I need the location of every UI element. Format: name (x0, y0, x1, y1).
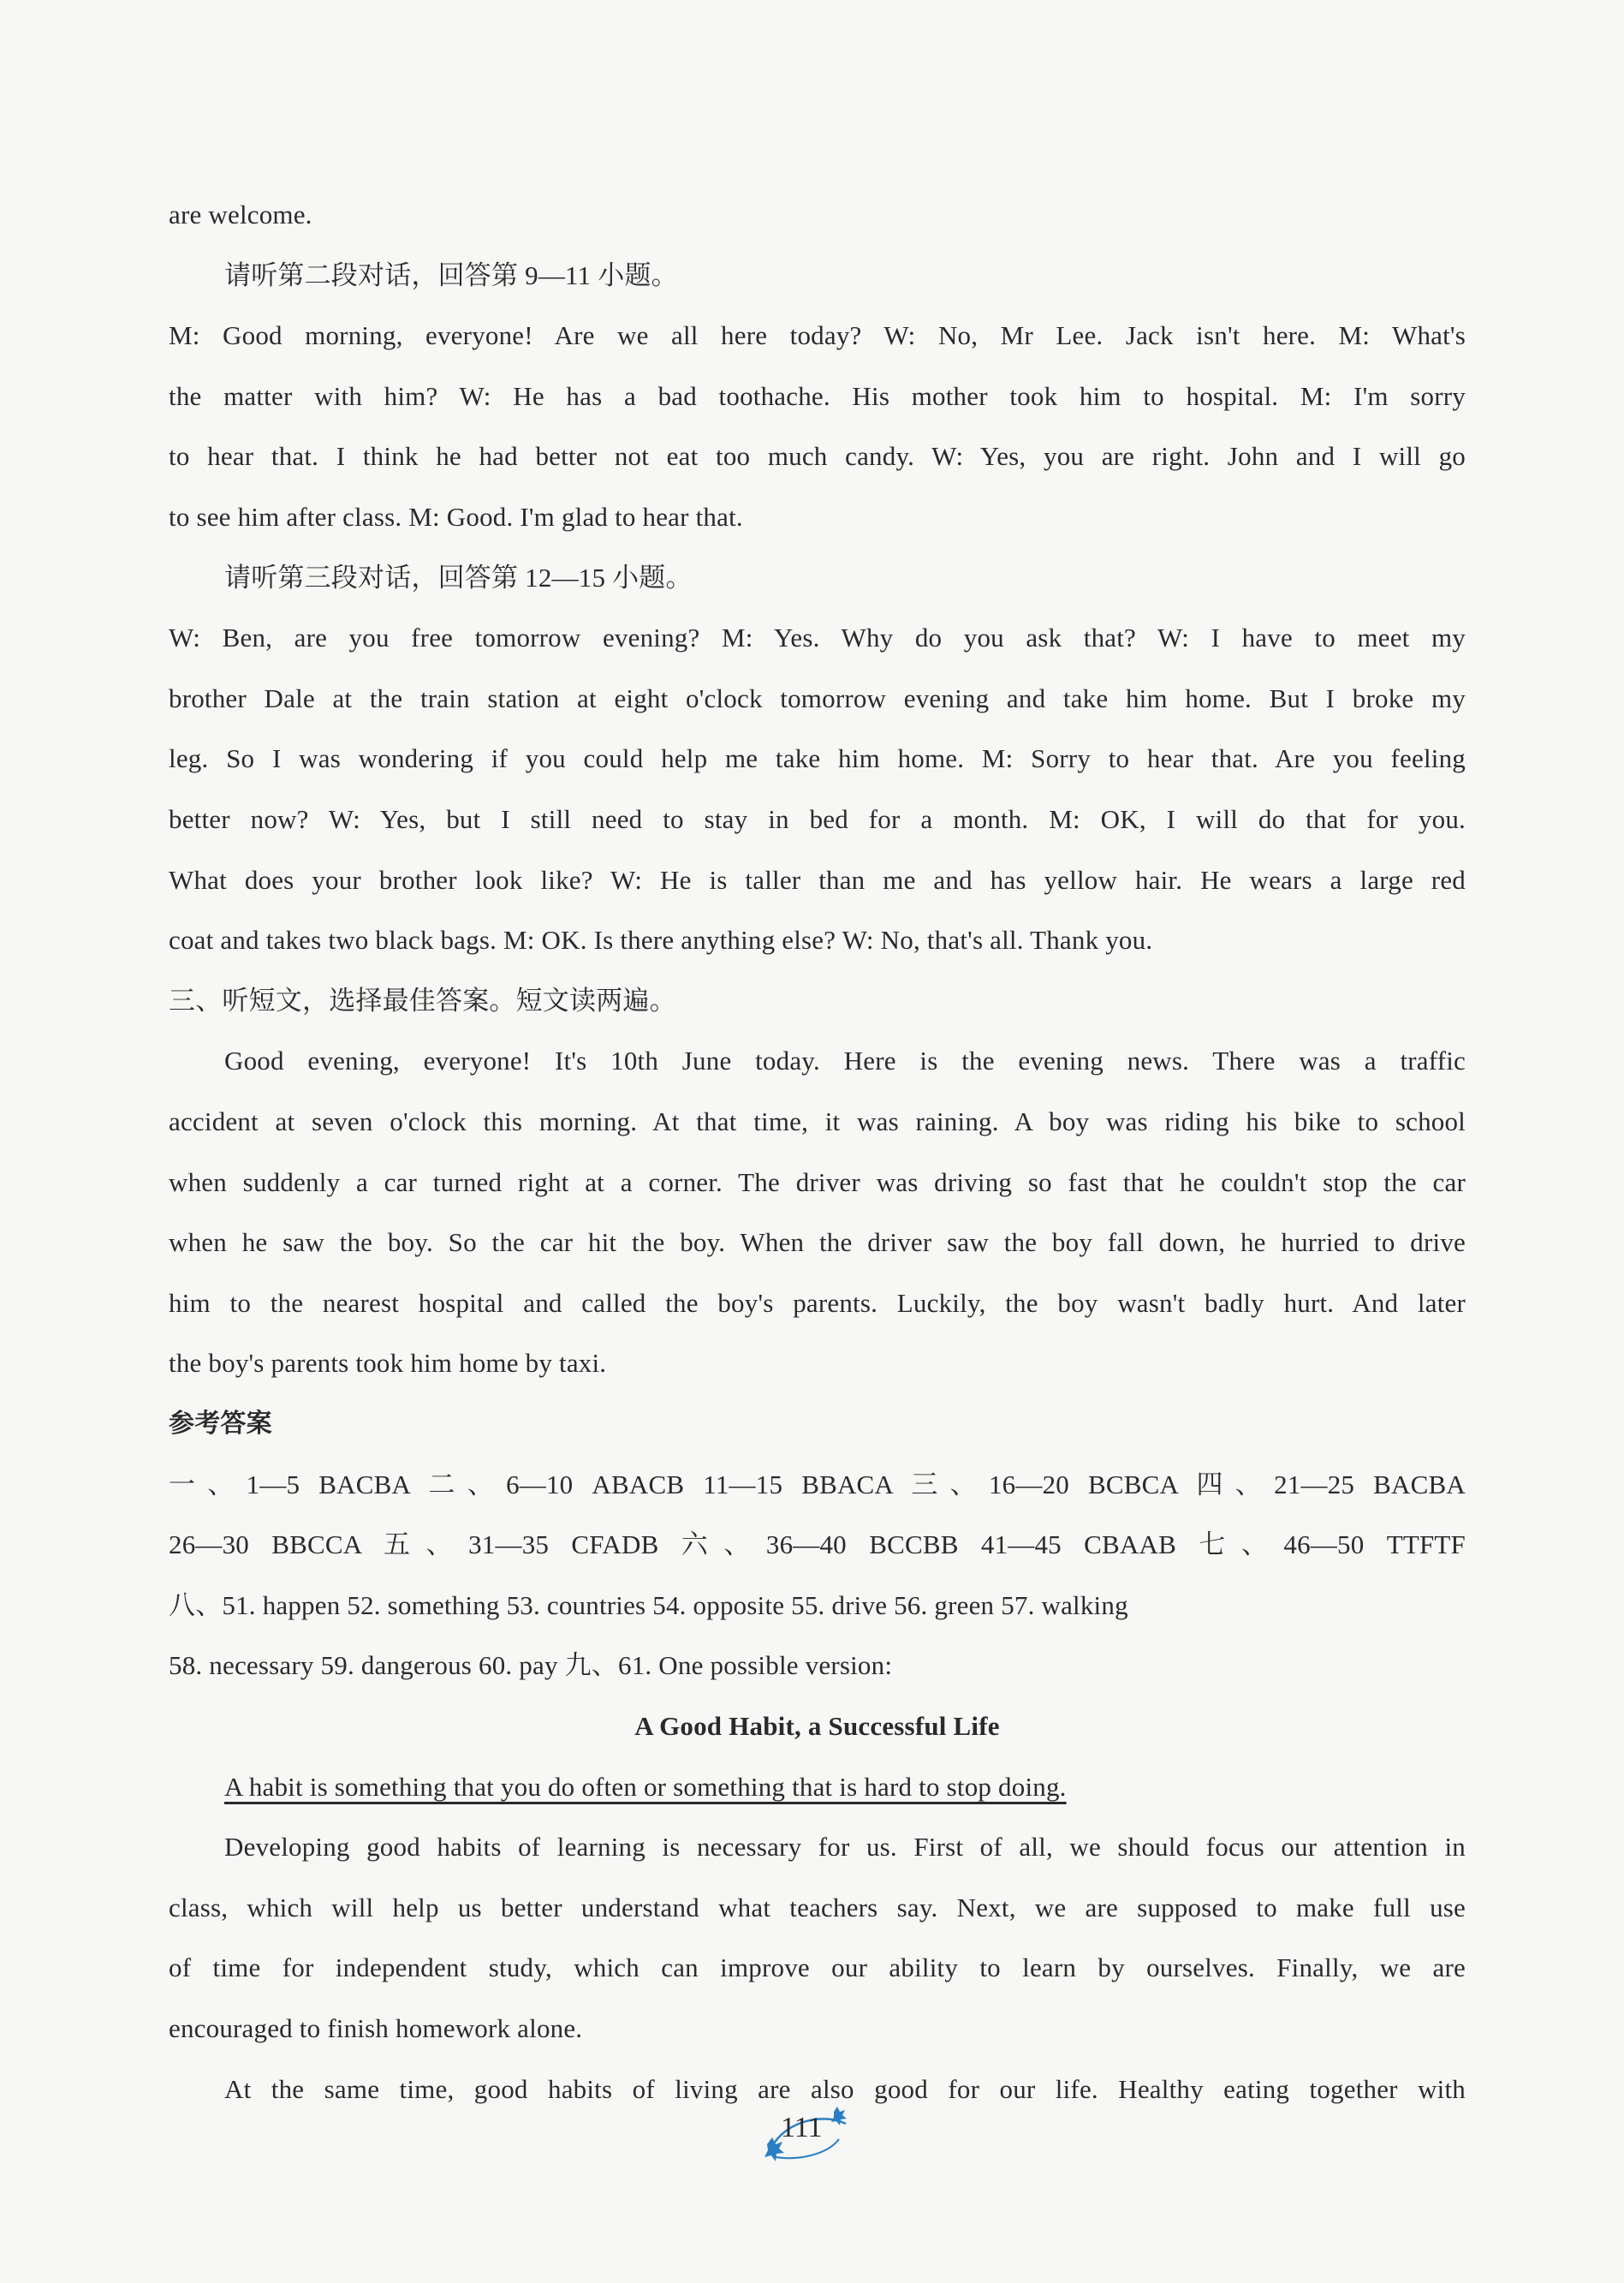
text-line: 请听第三段对话，回答第 12—15 小题。 (224, 563, 693, 593)
text-line: when he saw the boy. So the car hit the boy. When the driver saw the boy fall down, he hurried to drive (169, 1227, 1466, 1257)
text-line: the boy's parents took him home by taxi. (169, 1348, 607, 1378)
text-line: What does your brother look like? W: He is taller than me and has yellow hair. He wears a large red (169, 865, 1466, 895)
text-line: 三、听短文，选择最佳答案。短文读两遍。 (169, 986, 676, 1016)
text-line: leg. So I was wondering if you could help me take him home. M: Sorry to hear that. Are you feeling (169, 743, 1466, 773)
text-line: to see him after class. M: Good. I'm glad to hear that. (169, 502, 743, 532)
text-line: of time for independent study, which can improve our ability to learn by ourselves. Finally, we are (169, 1952, 1466, 1982)
text-line: W: Ben, are you free tomorrow evening? M: Yes. Why do you ask that? W: I have to meet my (169, 623, 1466, 653)
text-line: 26—30 BBCCA 五、31—35 CFADB 六、36—40 BCCBB 41—45 CBAAB 七、46—50 TTFTF (169, 1529, 1466, 1559)
text-line: brother Dale at the train station at eight o'clock tomorrow evening and take him home. But I broke my (169, 683, 1466, 713)
text-line: accident at seven o'clock this morning. At that time, it was raining. A boy was riding his bike to school (169, 1106, 1466, 1136)
text-line: coat and takes two black bags. M: OK. Is there anything else? W: No, that's all. Thank you. (169, 925, 1153, 955)
text-line: to hear that. I think he had better not eat too much candy. W: Yes, you are right. John and I will go (169, 441, 1466, 471)
text-line: Good evening, everyone! It's 10th June today. Here is the evening news. There was a traffic (224, 1046, 1466, 1076)
text-line: 请听第二段对话，回答第 9—11 小题。 (224, 260, 678, 290)
text-line: encouraged to finish homework alone. (169, 2013, 583, 2043)
text-line: A habit is something that you do often or something that is hard to stop doing. (224, 1772, 1067, 1802)
text-line: better now? W: Yes, but I still need to stay in bed for a month. M: OK, I will do that for you. (169, 804, 1466, 834)
text-line: him to the nearest hospital and called the boy's parents. Luckily, the boy wasn't badly hurt. And later (169, 1288, 1466, 1318)
text-line: 58. necessary 59. dangerous 60. pay 九、61. One possible version: (169, 1650, 893, 1680)
text-line: 一、1—5 BACBA 二、6—10 ABACB 11—15 BBACA 三、16—20 BCBCA 四、21—25 BACBA (169, 1469, 1466, 1499)
text-line: 八、51. happen 52. something 53. countries 54. opposite 55. drive 56. green 57. walking (169, 1590, 1128, 1620)
text-line: are welcome. (169, 200, 312, 229)
page-number: 111 (781, 2112, 823, 2143)
text-line: the matter with him? W: He has a bad toothache. His mother took him to hospital. M: I'm sorry (169, 381, 1466, 411)
text-line: Developing good habits of learning is necessary for us. First of all, we should focus our attention in (224, 1832, 1466, 1862)
text-line: when suddenly a car turned right at a corner. The driver was driving so fast that he couldn't stop the car (169, 1167, 1466, 1197)
section-heading: 参考答案 (169, 1409, 272, 1439)
text-line: M: Good morning, everyone! Are we all here today? W: No, Mr Lee. Jack isn't here. M: What's (169, 320, 1466, 350)
text-line: class, which will help us better understand what teachers say. Next, we are supposed to make full use (169, 1893, 1466, 1922)
page-number-badge (753, 2105, 856, 2165)
text-line: At the same time, good habits of living are also good for our life. Healthy eating together with (224, 2074, 1466, 2104)
essay-title: A Good Habit, a Successful Life (634, 1711, 1000, 1741)
